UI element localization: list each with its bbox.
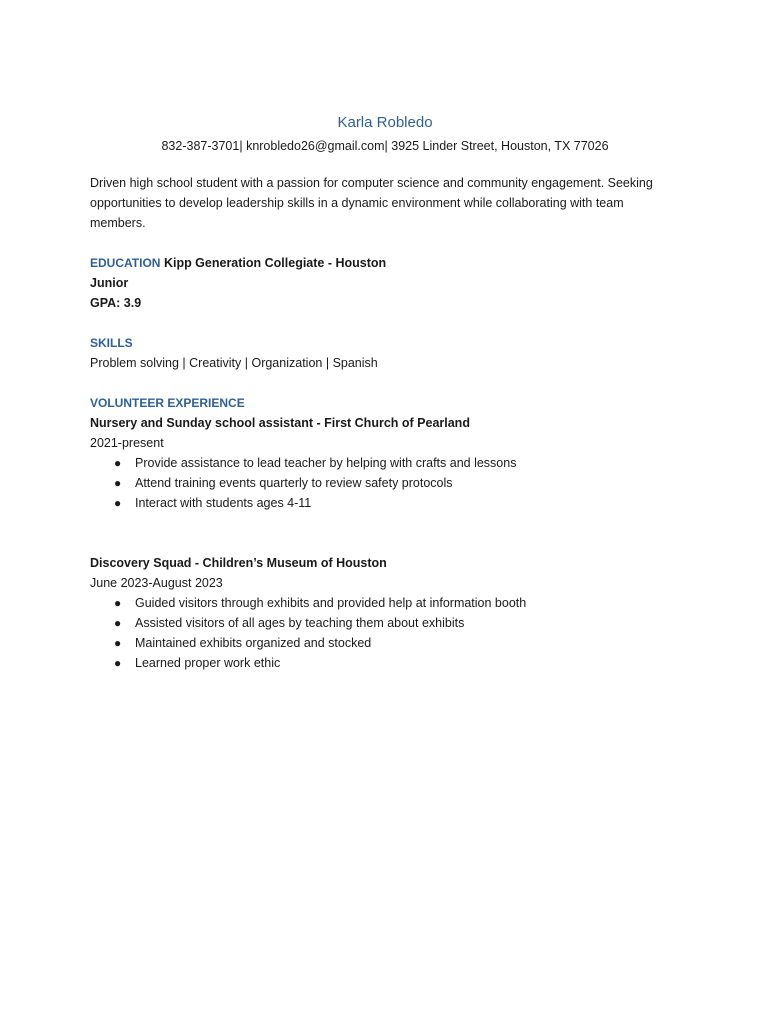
bullet-text: Maintained exhibits organized and stocked — [135, 636, 372, 650]
bullet-icon: ● — [114, 596, 122, 610]
skill-item: Problem solving — [90, 356, 179, 370]
bullet-icon: ● — [114, 496, 122, 510]
contact-separator: | — [384, 139, 388, 153]
bullet-text: Assisted visitors of all ages by teaching them about exhibits — [135, 616, 465, 630]
bullet-text: Guided visitors through exhibits and provided help at information booth — [135, 596, 527, 610]
list-item — [90, 493, 680, 513]
contact-email: knrobledo26@gmail.com — [246, 139, 385, 153]
resume-page — [90, 112, 680, 673]
skill-item: Organization — [251, 356, 323, 370]
bullet-text: Learned proper work ethic — [135, 656, 281, 670]
skill-item: Creativity — [189, 356, 242, 370]
list-item — [90, 453, 680, 473]
entry-spacer — [90, 513, 680, 553]
volunteer-entry-title: Discovery Squad - Children’s Museum of Houston — [90, 556, 387, 570]
summary-paragraph: Driven high school student with a passion for computer science and community engagement. Seeking opportunities to develop leadership skills in a dynamic environment while collaborating with team members. — [90, 176, 653, 230]
volunteer-entry-bullets — [90, 593, 680, 673]
skills-list — [90, 353, 680, 373]
contact-line — [90, 136, 680, 156]
skill-separator: | — [182, 356, 186, 370]
contact-phone: 832-387-3701 — [161, 139, 240, 153]
education-title-line — [90, 253, 680, 273]
list-item — [90, 653, 680, 673]
education-heading: EDUCATION — [90, 256, 161, 270]
list-item — [90, 613, 680, 633]
volunteer-entry-dates: June 2023-August 2023 — [90, 576, 223, 590]
bullet-text: Attend training events quarterly to review safety protocols — [135, 476, 453, 490]
bullet-text: Interact with students ages 4-11 — [135, 496, 312, 510]
bullet-icon: ● — [114, 636, 122, 650]
bullet-icon: ● — [114, 476, 122, 490]
volunteer-entry-dates: 2021-present — [90, 436, 164, 450]
skill-separator: | — [325, 356, 330, 370]
skill-separator: | — [244, 356, 248, 370]
volunteer-entry — [90, 553, 680, 673]
volunteer-heading: VOLUNTEER EXPERIENCE — [90, 396, 245, 410]
education-grade: Junior — [90, 276, 129, 290]
bullet-text: Provide assistance to lead teacher by helping with crafts and lessons — [135, 456, 517, 470]
bullet-icon: ● — [114, 616, 122, 630]
volunteer-entry-title: Nursery and Sunday school assistant - First Church of Pearland — [90, 416, 470, 430]
resume-name: Karla Robledo — [337, 114, 433, 131]
volunteer-entry-bullets — [90, 453, 680, 513]
bullet-icon: ● — [114, 656, 122, 670]
list-item — [90, 473, 680, 493]
skill-item: Spanish — [332, 356, 378, 370]
skills-heading: SKILLS — [90, 336, 133, 350]
bullet-icon: ● — [114, 456, 122, 470]
contact-separator: | — [239, 139, 243, 153]
volunteer-section — [90, 393, 680, 673]
volunteer-entry — [90, 413, 680, 513]
education-school: Kipp Generation Collegiate - Houston — [163, 256, 387, 270]
education-gpa: GPA: 3.9 — [90, 296, 142, 310]
education-section — [90, 253, 680, 313]
contact-address: 3925 Linder Street, Houston, TX 77026 — [391, 139, 609, 153]
list-item — [90, 633, 680, 653]
list-item — [90, 593, 680, 613]
skills-section — [90, 333, 680, 373]
